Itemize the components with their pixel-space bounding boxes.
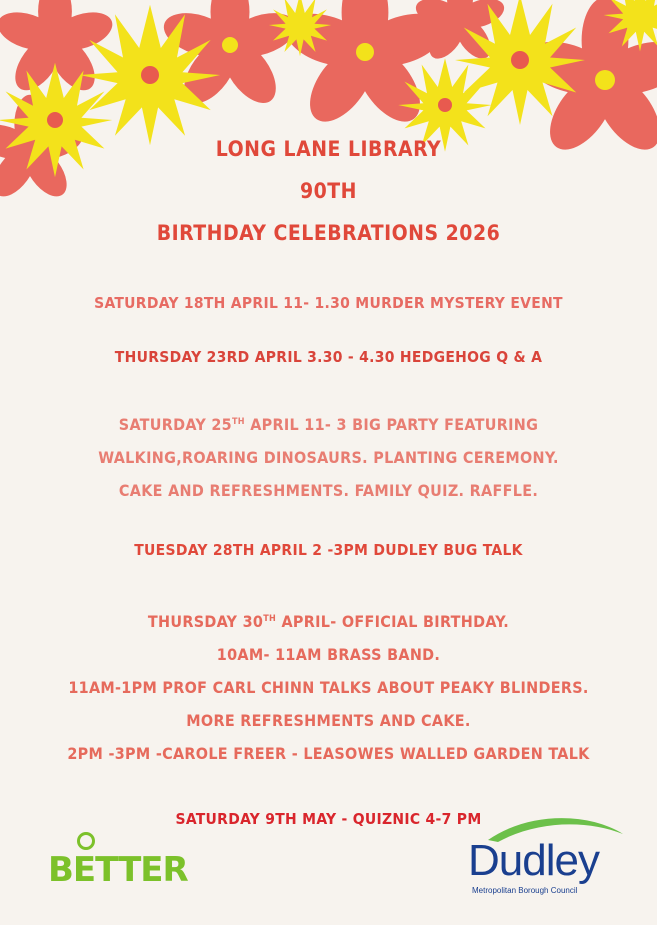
event-line: SATURDAY 9TH MAY - QUIZNIC 4-7 PM xyxy=(175,810,482,828)
event-line xyxy=(0,605,657,638)
ordinal-suffix: TH xyxy=(231,417,245,427)
title-line-3: BIRTHDAY CELEBRATIONS 2026 xyxy=(156,221,501,245)
event-details: APRIL 11- 3 BIG PARTY FEATURING xyxy=(244,415,539,434)
event-line: CAKE AND REFRESHMENTS. FAMILY QUIZ. RAFFLE. xyxy=(118,481,539,500)
event-line: TUESDAY 28TH APRIL 2 -3PM DUDLEY BUG TALK xyxy=(134,541,523,559)
poster-title xyxy=(0,128,657,254)
event-line: 2PM -3PM -CAROLE FREER - LEASOWES WALLED GARDEN TALK xyxy=(67,744,590,763)
better-logo-mark xyxy=(77,832,95,850)
dudley-logo-subtitle: Metropolitan Borough Council xyxy=(472,886,578,895)
event-line: SATURDAY 18TH APRIL 11- 1.30 MURDER MYSTERY EVENT xyxy=(94,294,563,312)
event-line: MORE REFRESHMENTS AND CAKE. xyxy=(186,711,471,730)
event-line: THURSDAY 23RD APRIL 3.30 - 4.30 HEDGEHOG Q & A xyxy=(114,348,543,366)
event-day: THURSDAY 30 xyxy=(147,612,264,631)
event-line: 11AM-1PM PROF CARL CHINN TALKS ABOUT PEAKY BLINDERS. xyxy=(68,678,589,697)
ordinal-suffix: TH xyxy=(263,614,277,624)
event-details: APRIL- OFFICIAL BIRTHDAY. xyxy=(276,612,510,631)
better-logo: BETTER xyxy=(48,850,188,890)
event-line: 10AM- 11AM BRASS BAND. xyxy=(216,645,441,664)
event-line: WALKING,ROARING DINOSAURS. PLANTING CEREMONY. xyxy=(98,448,559,467)
event-official-birthday xyxy=(0,605,657,770)
title-line-1: LONG LANE LIBRARY xyxy=(215,137,442,161)
event-day: SATURDAY 25 xyxy=(118,415,232,434)
title-line-2: 90TH xyxy=(300,179,357,203)
event-bug-talk xyxy=(0,541,657,559)
dudley-logo: Dudley xyxy=(468,836,599,885)
event-hedgehog xyxy=(0,348,657,366)
event-big-party xyxy=(0,408,657,507)
event-line xyxy=(0,408,657,441)
event-murder-mystery xyxy=(0,294,657,312)
